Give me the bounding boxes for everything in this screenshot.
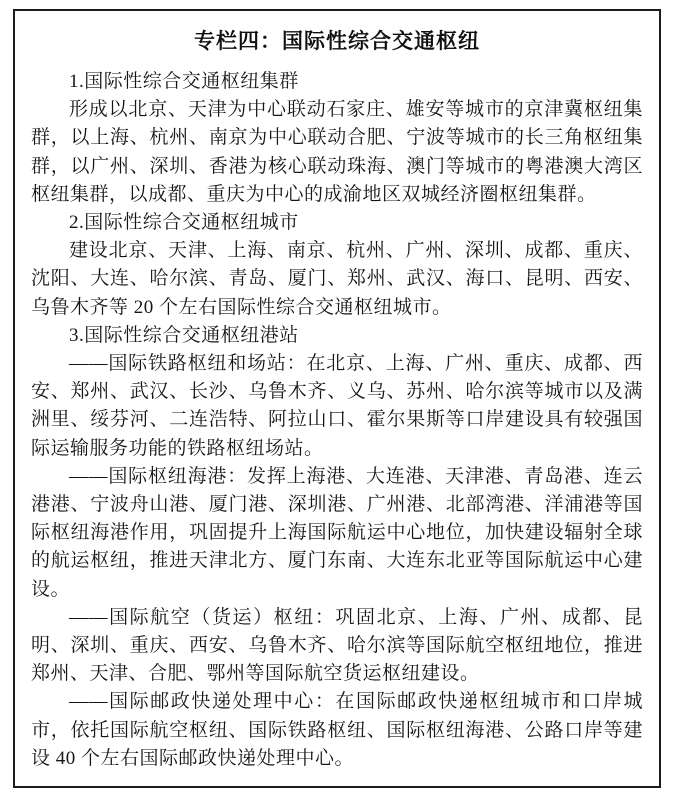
section-heading: 2.国际性综合交通枢纽城市	[69, 212, 299, 234]
paragraph: 建设北京、天津、上海、南京、杭州、广州、深圳、成都、重庆、沈阳、大连、哈尔滨、青岛、厦门、郑州、武汉、海口、昆明、西安、乌鲁木齐等 20 个左右国际性综合交通枢纽城市。	[31, 240, 643, 318]
section-heading: 3.国际性综合交通枢纽港站	[69, 324, 299, 346]
paragraph: ——国际枢纽海港：发挥上海港、大连港、天津港、青岛港、连云港港、宁波舟山港、厦门港、深圳港、广州港、北部湾港、洋浦港等国际枢纽海港作用，巩固提升上海国际航运中心地位，加快建设辐射全球的航运枢纽，推进天津北方、厦门东南、大连东北亚等国际航运中心建设。	[31, 465, 643, 600]
panel-title: 专栏四：国际性综合交通枢纽	[194, 30, 480, 53]
paragraph: ——国际邮政快递处理中心：在国际邮政快递枢纽城市和口岸城市，依托国际航空枢纽、国际铁路枢纽、国际枢纽海港、公路口岸等建设 40 个左右国际邮政快递处理中心。	[31, 691, 643, 769]
paragraph: ——国际航空（货运）枢纽：巩固北京、上海、广州、成都、昆明、深圳、重庆、西安、乌鲁木齐、哈尔滨等国际航空枢纽地位，推进郑州、天津、合肥、鄂州等国际航空货运枢纽建设。	[31, 606, 643, 685]
column-four-panel	[13, 9, 661, 788]
panel-body	[31, 68, 643, 773]
section-heading: 1.国际性综合交通枢纽集群	[69, 71, 299, 92]
paragraph: ——国际铁路枢纽和场站：在北京、上海、广州、重庆、成都、西安、郑州、武汉、长沙、乌鲁木齐、义乌、苏州、哈尔滨等城市以及满洲里、绥芬河、二连浩特、阿拉山口、霍尔果斯等口岸建设具有较强国际运输服务功能的铁路枢纽场站。	[31, 353, 643, 459]
paragraph: 形成以北京、天津为中心联动石家庄、雄安等城市的京津冀枢纽集群，以上海、杭州、南京为中心联动合肥、宁波等城市的长三角枢纽集群，以广州、深圳、香港为核心联动珠海、澳门等城市的粤港澳大湾区枢纽集群，以成都、重庆为中心的成渝地区双城经济圈枢纽集群。	[31, 99, 643, 205]
